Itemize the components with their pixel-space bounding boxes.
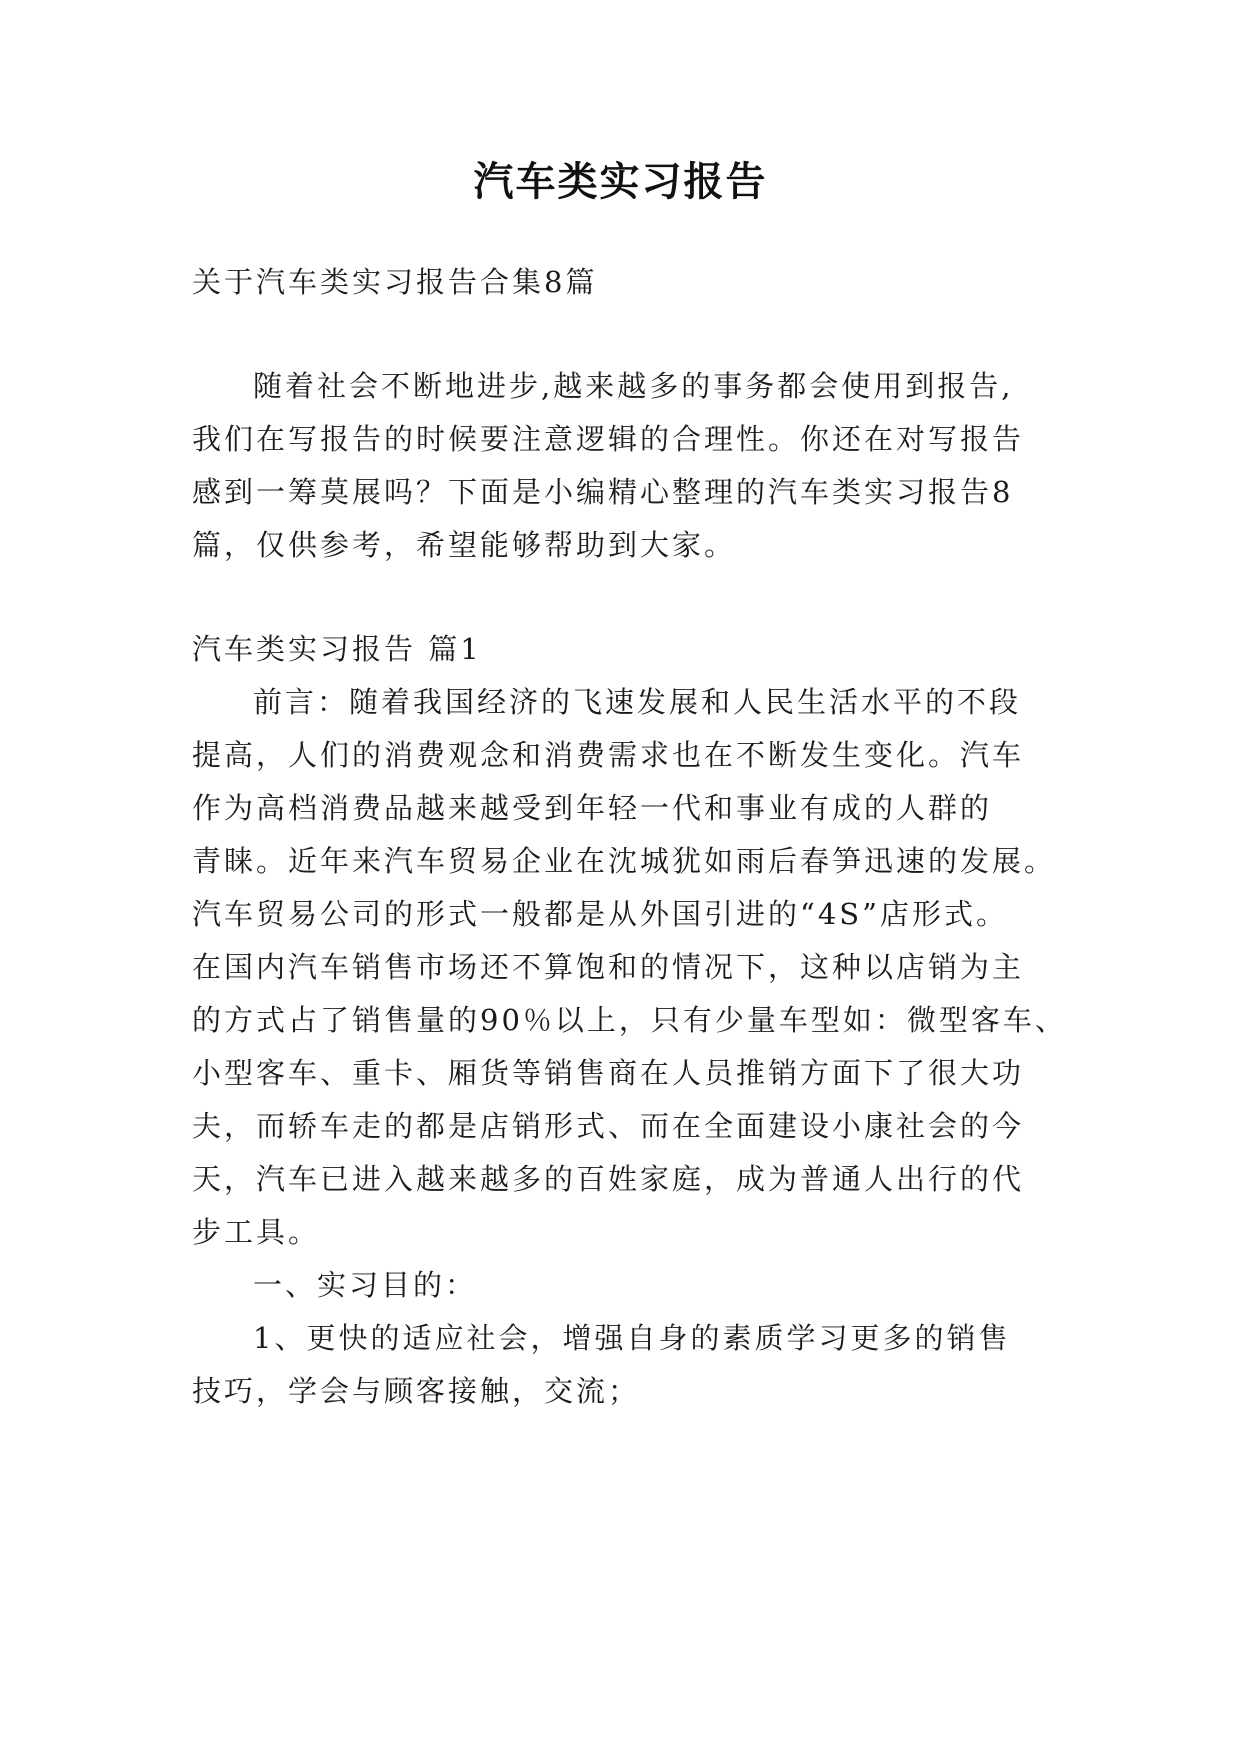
purpose-heading: 一、实习目的：	[253, 1268, 478, 1302]
intro-line: 我们在写报告的时候要注意逻辑的合理性。你还在对写报告	[192, 422, 1025, 456]
intro-line: 随着社会不断地进步,越来越多的事务都会使用到报告,	[253, 369, 1014, 403]
section-heading: 汽车类实习报告 篇1	[192, 632, 482, 666]
body-line: 天，汽车已进入越来越多的百姓家庭，成为普通人出行的代	[192, 1162, 1025, 1196]
body-line: 提高，人们的消费观念和消费需求也在不断发生变化。汽车	[192, 738, 1025, 772]
purpose-line: 1、更快的适应社会，增强自身的素质学习更多的销售	[253, 1321, 1011, 1355]
body-line: 前言：随着我国经济的飞速发展和人民生活水平的不段	[253, 685, 1022, 719]
body-line: 在国内汽车销售市场还不算饱和的情况下，这种以店销为主	[192, 950, 1025, 984]
document-title: 汽车类实习报告	[473, 158, 768, 205]
body-line: 的方式占了销售量的90％以上，只有少量车型如：微型客车、	[192, 1003, 1067, 1037]
body-line: 作为高档消费品越来越受到年轻一代和事业有成的人群的	[192, 791, 993, 825]
body-line: 步工具。	[192, 1215, 321, 1249]
body-line: 夫，而轿车走的都是店销形式、而在全面建设小康社会的今	[192, 1109, 1025, 1143]
body-line: 小型客车、重卡、厢货等销售商在人员推销方面下了很大功	[192, 1056, 1025, 1090]
document-subtitle: 关于汽车类实习报告合集8篇	[192, 265, 598, 299]
body-line: 青睐。近年来汽车贸易企业在沈城犹如雨后春笋迅速的发展。	[192, 844, 1057, 878]
body-line: 汽车贸易公司的形式一般都是从外国引进的“4S”店形式。	[192, 897, 1008, 931]
intro-line: 感到一筹莫展吗？下面是小编精心整理的汽车类实习报告8	[192, 475, 1014, 509]
purpose-line: 技巧，学会与顾客接触，交流；	[192, 1374, 641, 1408]
intro-line: 篇，仅供参考，希望能够帮助到大家。	[192, 528, 737, 562]
